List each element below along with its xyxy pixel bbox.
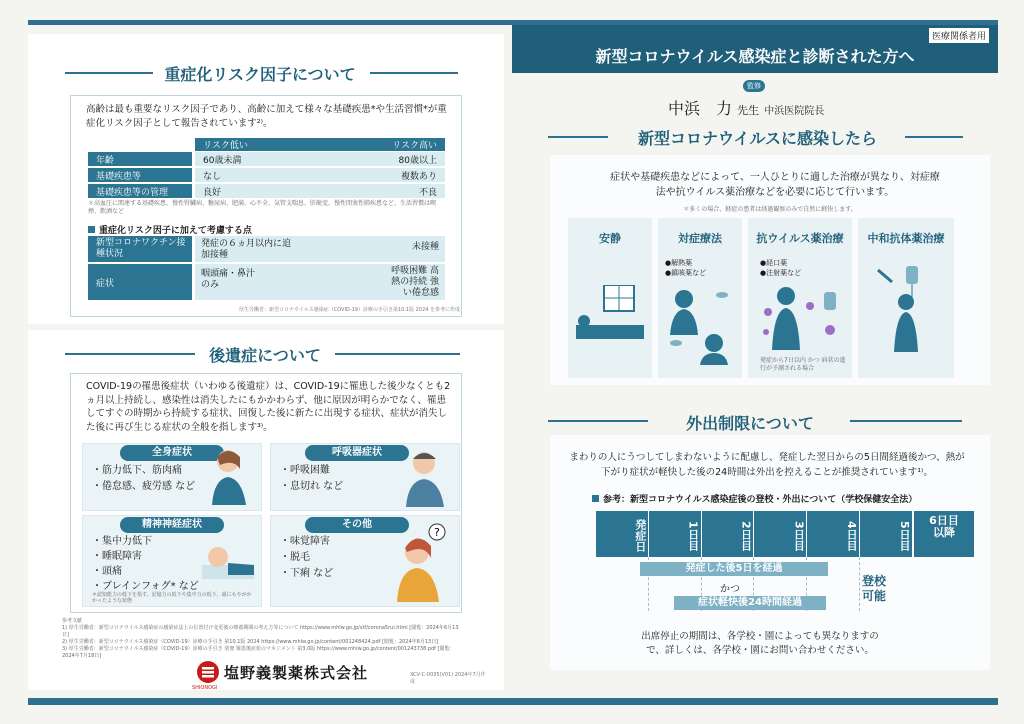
square-bullet-icon <box>592 495 599 502</box>
title-rule <box>905 136 963 138</box>
treatment-item: ●注射薬など <box>760 269 802 277</box>
document-code: XCV-C-0035(V01) 2024年7月作成 <box>410 672 486 685</box>
outing-footer: 出席停止の期間は、各学校・園によっても異なりますので、詳しくは、各学校・園にお問い合わせください。 <box>641 631 879 656</box>
sequelae-intro: COVID-19の罹患後症状（いわゆる後遺症）は、COVID-19に罹患した後少なくとも2ヵ月以上持続し、感染性は消失したにもかかわらず、他に原因が明らかでなく、罹患してすぐの時期から持続する症状、回復した後に新たに出現する症状、症状が消失した後に再び生じる症状の全般を指します³⁾。 <box>86 381 451 433</box>
card-note: ＊認知能力の低下を指す。記憶力の低下や集中力の低下。頭にもやがかかったような状態 <box>92 592 252 604</box>
extra-row <box>195 264 445 300</box>
school-ok: 登校可能 <box>861 574 886 603</box>
doctor-hospital: 中浜医院院長 <box>764 106 825 117</box>
supervision-badge: 監修 <box>743 80 765 92</box>
infection-intro: 症状や基礎疾患などによって、一人ひとりに適した治療が異なり、対症療法や抗ウイルス薬治療などを必要に応じて行います。 <box>610 172 940 198</box>
square-bullet-icon <box>88 226 95 233</box>
extra-low-value: 発症の６ヵ月以内に追加接種 <box>201 239 292 260</box>
risk-high-value: 複数あり <box>400 171 437 182</box>
card-item: ・ブレインフォグ* など <box>92 581 199 592</box>
cough-figure-icon <box>396 445 454 507</box>
resting-figure-icon <box>574 285 646 345</box>
title-rule <box>370 72 458 74</box>
card-item: ・倦怠感、疲労感 など <box>92 481 196 492</box>
risk-footnote: ＊高血圧に関連する基礎疾患、慢性腎臓病、糖尿病、肥満、心不全、気管支喘息、肝硬変、慢性閉塞性肺疾患など、生活習慣は喫煙、飲酒など <box>88 200 437 215</box>
risk-row-label: 年齢 <box>88 152 192 166</box>
and-label: かつ <box>720 584 740 595</box>
risk-high-value: 不良 <box>418 187 437 198</box>
risk-low-value: 良好 <box>203 187 222 198</box>
card-items <box>92 463 195 495</box>
extra-row-label: 症状 <box>88 264 192 300</box>
bottom-border <box>28 698 998 705</box>
risk-title: 重症化リスク因子について <box>164 65 356 84</box>
card-title: 全身症状 <box>120 445 224 461</box>
elapsed-bar: 発症した後5日を経過 <box>640 562 828 576</box>
card-items <box>92 534 199 594</box>
treatment-item: ●経口薬 <box>760 259 788 267</box>
risk-low-label: リスク低い <box>203 141 248 151</box>
title-rule <box>548 420 648 422</box>
outing-ref <box>592 492 917 505</box>
days-header <box>596 511 912 557</box>
infection-title: 新型コロナウイルスに感染したら <box>637 129 878 148</box>
risk-row <box>195 168 445 182</box>
extra-row <box>195 236 445 262</box>
lying-figure-icon <box>198 535 258 585</box>
recovery-bar: 症状軽快後24時間経過 <box>674 596 826 610</box>
risk-low-value: なし <box>203 171 222 182</box>
outing-title: 外出制限について <box>686 414 814 433</box>
card-item: ・息切れ など <box>280 481 344 492</box>
antiviral-figure-icon <box>760 282 844 350</box>
reference-line: 参考文献 <box>62 618 83 624</box>
day-cell: 1日目 <box>649 511 702 557</box>
antibody-figure-icon <box>874 262 938 352</box>
treatment-items <box>665 258 706 278</box>
card-item: ・集中力低下 <box>92 536 152 547</box>
doctor-line <box>668 96 824 119</box>
day-cell: 3日目 <box>754 511 807 557</box>
day-cell: 5日目 <box>897 520 911 551</box>
card-item: ・下痢 など <box>280 568 334 579</box>
card-title: 呼吸器症状 <box>305 445 409 461</box>
day-cell: 発症日 <box>596 511 649 557</box>
card-items <box>280 534 333 582</box>
extra-low-value: 咽頭痛・鼻汁のみ <box>201 269 256 290</box>
doctor-name: 中浜 力 <box>668 99 733 118</box>
risk-intro: 高齢は最も重要なリスク因子であり、高齢に加えて様々な基礎疾患*や生活習慣*が重症化リスク因子として報告されています²⁾。 <box>86 104 447 129</box>
day-cell-last: 6日目以降 <box>914 511 974 557</box>
extra-row-label: 新型コロナワクチン接種状況 <box>88 236 192 262</box>
outing-intro: まわりの人にうつしてしまわないように配慮し、発症した翌日からの5日間経過後かつ、熱が下がり症状が軽快した後の24時間は外出を控えることが推奨されています¹⁾。 <box>569 452 965 478</box>
audience-badge: 医療関係者用 <box>928 27 990 44</box>
card-item: ・睡眠障害 <box>92 551 142 562</box>
card-title: 精神神経症状 <box>120 517 224 533</box>
reference-line: 1) 厚生労働省：新型コロナウイルス感染症の感染症法上の位置付け変更後の療養期間の考え方等について https://www.mhlw.go.jp/stf/corona5rui.html [閲覧：2024年6月13日] <box>62 625 459 638</box>
page-title: 新型コロナウイルス感染症と診断された方へ <box>595 47 915 66</box>
treatment-title: 中和抗体薬治療 <box>867 232 945 245</box>
reference-line: 3) 厚生労働省：新型コロナウイルス感染症（COVID-19）診療の手引き 別冊 罹患後症状のマネジメント 第3.0版 https://www.mhlw.go.jp/content/001243738.pdf [閲覧：2024年7月18日] <box>62 646 455 659</box>
extra-title-text: 重症化リスク因子に加えて考慮する点 <box>99 226 252 236</box>
doctor-title: 先生 <box>737 104 760 117</box>
fatigue-figure-icon <box>200 445 258 505</box>
company-sub: SHIONOGI <box>192 685 218 691</box>
risk-row-label: 基礎疾患等の管理 <box>88 184 192 198</box>
symptomatic-figure-icon <box>664 285 736 365</box>
treatment-title: 安静 <box>599 232 621 245</box>
day-cell: 4日目 <box>807 511 860 557</box>
treatment-items <box>760 258 801 278</box>
risk-high-value: 80歳以上 <box>398 155 437 166</box>
risk-row-label: 基礎疾患等 <box>88 168 192 182</box>
risk-row <box>195 184 445 198</box>
extra-high-value: 呼吸困難 高熱の持続 強い倦怠感 <box>391 266 439 298</box>
card-items <box>280 463 343 495</box>
eating-figure-icon <box>385 522 455 602</box>
card-item: ・脱毛 <box>280 552 310 563</box>
title-rule <box>65 353 195 355</box>
extra-high-value: 未接種 <box>411 242 439 252</box>
card-item: ・呼吸困難 <box>280 465 330 476</box>
card-item: ・頭痛 <box>92 566 122 577</box>
extra-title <box>88 223 252 236</box>
outing-ref-text: 参考：新型コロナウイルス感染症後の登校・外出について（学校保健安全法） <box>603 495 918 505</box>
references <box>62 618 462 660</box>
company-logo-icon <box>196 660 220 684</box>
risk-scale-bar <box>195 138 445 151</box>
risk-row <box>195 152 445 166</box>
treatment-title: 抗ウイルス薬治療 <box>756 232 844 245</box>
treatment-title: 対症療法 <box>678 232 722 245</box>
treatment-note: 発症から7日以内 かつ 病状の進行が予測される場合 <box>760 357 846 372</box>
svg-text:?: ? <box>434 526 440 539</box>
title-rule <box>335 353 460 355</box>
company-name: 塩野義製薬株式会社 <box>224 664 369 682</box>
treatment-item: ●鎮咳薬など <box>665 269 707 277</box>
title-rule <box>548 136 608 138</box>
card-item: ・筋力低下、筋肉痛 <box>92 465 182 476</box>
card-title: その他 <box>305 517 409 533</box>
risk-source: 厚生労働省：新型コロナウイルス感染症（COVID-19）診療の手引き第10.1版 2024 を参考に作成 <box>239 307 460 313</box>
title-rule <box>65 72 153 74</box>
infection-note: ＊多くの場合、軽症の患者は経過観察のみで自然に軽快します。 <box>683 206 857 213</box>
card-item: ・味覚障害 <box>280 536 330 547</box>
treatment-item: ●解熱薬 <box>665 259 693 267</box>
title-rule <box>850 420 962 422</box>
risk-high-label: リスク高い <box>392 141 437 151</box>
sequelae-title: 後遺症について <box>209 346 321 365</box>
risk-low-value: 60歳未満 <box>203 155 242 166</box>
day-cell: 2日目 <box>702 511 755 557</box>
reference-line: 2) 厚生労働省：新型コロナウイルス感染症（COVID-19）診療の手引き 第10.1版 2024 https://www.mhlw.go.jp/content/001248424.pdf [閲覧：2024年6月13日] <box>62 639 439 645</box>
